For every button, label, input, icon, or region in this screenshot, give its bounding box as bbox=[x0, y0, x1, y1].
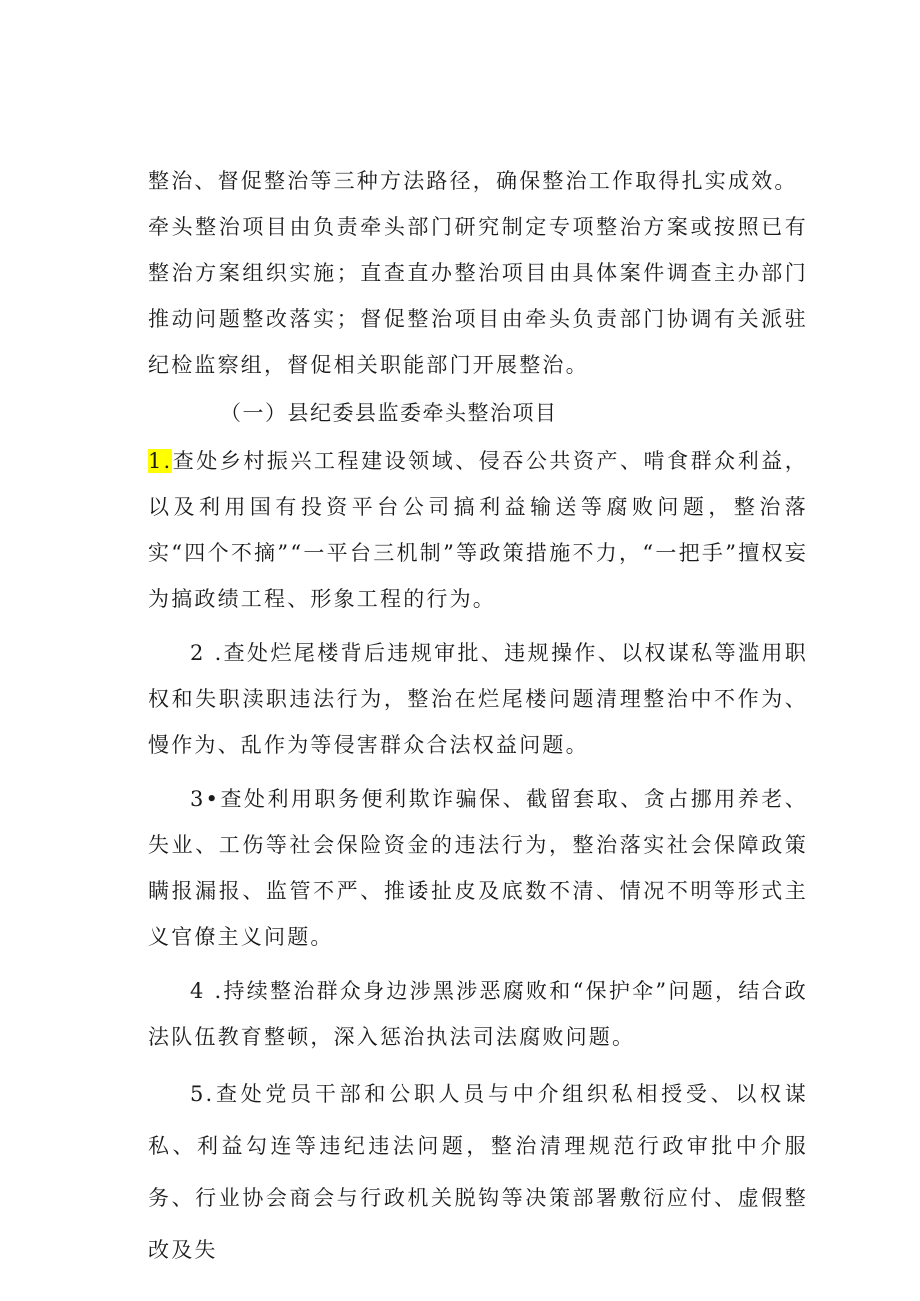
list-item-number: 3• bbox=[190, 787, 221, 811]
list-item-text: 持续整治群众身边涉黑涉恶腐败和“保护伞”问题，结合政法队伍教育整顿，深入惩治执法司法腐败问题。 bbox=[148, 979, 809, 1049]
paragraph-intro-continued: 整治、督促整治等三种方法路径，确保整治工作取得扎实成效。 bbox=[148, 169, 798, 193]
list-item-1 bbox=[148, 438, 808, 622]
list-item-text: 查处利用职务便利欺诈骗保、截留套取、贪占挪用养老、失业、工伤等社会保险资金的违法行为，整治落实社会保障政策瞒报漏报、监管不严、推诿扯皮及底数不清、情况不明等形式主义官僚主义问题。 bbox=[148, 787, 808, 949]
list-item-number: 1. bbox=[148, 449, 173, 473]
list-item-5 bbox=[148, 1068, 808, 1276]
list-item-number: 5. bbox=[190, 1082, 215, 1106]
paragraph-intro: 牵头整治项目由负责牵头部门研究制定专项整治方案或按照已有整治方案组织实施；直查直办整治项目由具体案件调查主办部门推动问题整改落实；督促整治项目由牵头负责部门协调有关派驻纪检监察组，督促相关职能部门开展整治。 bbox=[148, 215, 808, 377]
section-heading: （一）县纪委县监委牵头整治项目 bbox=[220, 401, 558, 425]
list-item-3 bbox=[148, 776, 808, 960]
list-item-number: 2 . bbox=[190, 641, 224, 665]
list-item-number: 4 . bbox=[190, 979, 224, 1003]
list-item-4 bbox=[148, 968, 808, 1060]
list-item-text: 查处党员干部和公职人员与中介组织私相授受、以权谋私、利益勾连等违纪违法问题，整治清理规范行政审批中介服务、行业协会商会与行政机关脱钩等决策部署敷衍应付、虚假整改及失 bbox=[148, 1082, 808, 1262]
list-item-text: 查处烂尾楼背后违规审批、违规操作、以权谋私等滥用职权和失职渎职违法行为，整治在烂尾楼问题清理整治中不作为、慢作为、乱作为等侵害群众合法权益问题。 bbox=[148, 641, 809, 757]
document-body bbox=[148, 158, 808, 1276]
list-item-2 bbox=[148, 630, 808, 768]
list-item-text: 查处乡村振兴工程建设领域、侵吞公共资产、啃食群众利益，以及利用国有投资平台公司搞利益输送等腐败问题，整治落实“四个不摘”“一平台三机制”等政策措施不力，“一把手”擅权妄为搞政绩工程、形象工程的行为。 bbox=[148, 449, 808, 611]
